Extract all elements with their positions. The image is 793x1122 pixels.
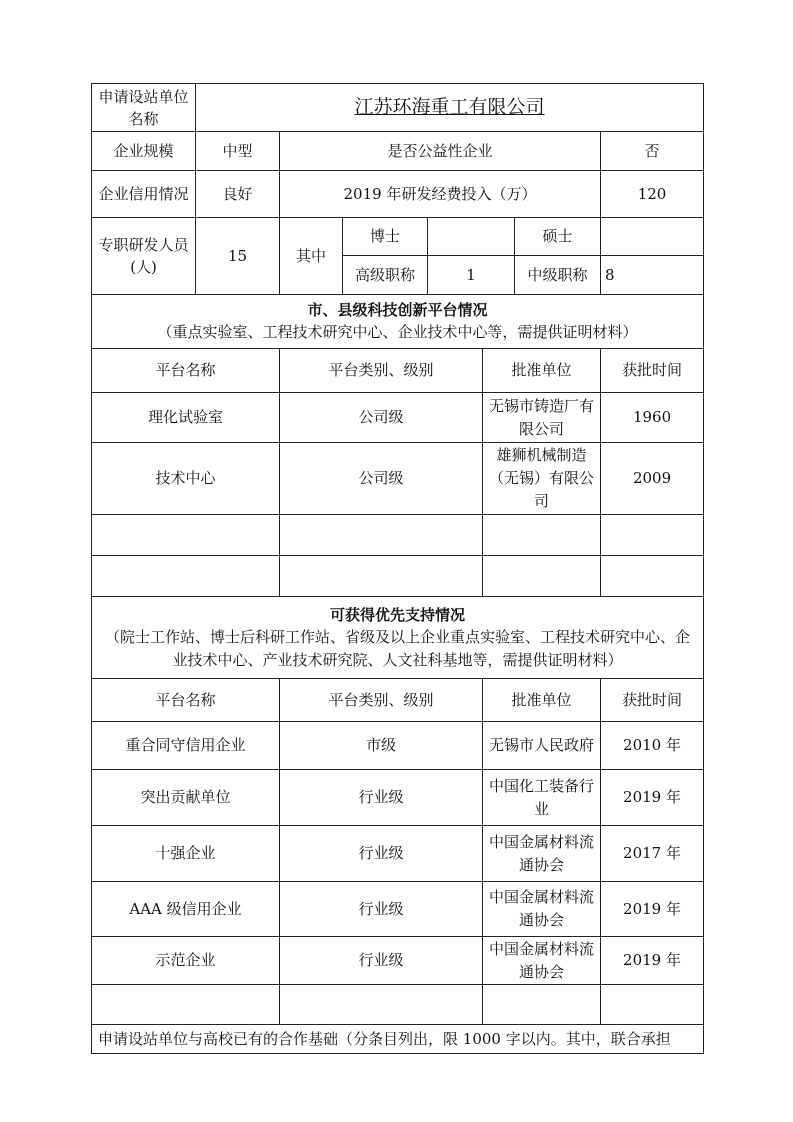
phd-value <box>428 218 515 256</box>
credit-row <box>92 171 704 218</box>
platform-approver: 雄狮机械制造（无锡）有限公司 <box>483 443 601 515</box>
table-row <box>92 393 704 443</box>
platform-type: 公司级 <box>280 443 483 515</box>
scale-row <box>92 132 704 171</box>
support-name: AAA 级信用企业 <box>92 882 280 937</box>
support-type: 行业级 <box>280 826 483 882</box>
section1-header <box>92 295 704 349</box>
applicant-label: 申请设站单位名称 <box>92 84 196 132</box>
support-time: 2019 年 <box>601 882 704 937</box>
platform-name: 技术中心 <box>92 443 280 515</box>
section2-title: 可获得优先支持情况 <box>330 605 466 624</box>
support-approver: 中国金属材料流通协会 <box>483 937 601 985</box>
company-name: 江苏环海重工有限公司 <box>196 84 704 132</box>
cooperation-row <box>92 1025 704 1054</box>
rd-investment-label: 2019 年研发经费投入（万） <box>280 171 601 218</box>
section1-col-approver: 批准单位 <box>483 349 601 393</box>
platform-name <box>92 556 280 597</box>
section2-subtitle: （院士工作站、博士后科研工作站、省级及以上企业重点实验室、工程技术研究中心、企业技术中心、产业技术研究院、人文社科基地等，需提供证明材料） <box>105 627 691 669</box>
support-time: 2017 年 <box>601 826 704 882</box>
support-approver: 中国化工装备行业 <box>483 770 601 826</box>
table-row <box>92 556 704 597</box>
support-name: 突出贡献单位 <box>92 770 280 826</box>
mid-title-value: 8 <box>601 256 704 295</box>
platform-name <box>92 515 280 556</box>
public-welfare-value: 否 <box>601 132 704 171</box>
section2-header <box>92 597 704 679</box>
section2-col-time: 获批时间 <box>601 679 704 722</box>
table-row <box>92 985 704 1025</box>
phd-label: 博士 <box>343 218 428 256</box>
support-name: 十强企业 <box>92 826 280 882</box>
support-time: 2019 年 <box>601 770 704 826</box>
platform-time <box>601 556 704 597</box>
section2-header-row <box>92 597 704 679</box>
section2-col-type: 平台类别、级别 <box>280 679 483 722</box>
support-name: 示范企业 <box>92 937 280 985</box>
public-welfare-label: 是否公益性企业 <box>280 132 601 171</box>
company-row <box>92 84 704 132</box>
senior-title-label: 高级职称 <box>343 256 428 295</box>
section2-col-name: 平台名称 <box>92 679 280 722</box>
support-type: 行业级 <box>280 937 483 985</box>
platform-time: 2009 <box>601 443 704 515</box>
support-time: 2019 年 <box>601 937 704 985</box>
section1-columns-row <box>92 349 704 393</box>
credit-label: 企业信用情况 <box>92 171 196 218</box>
support-time: 2010 年 <box>601 722 704 770</box>
section1-col-time: 获批时间 <box>601 349 704 393</box>
support-type: 行业级 <box>280 882 483 937</box>
section1-col-type: 平台类别、级别 <box>280 349 483 393</box>
support-name: 重合同守信用企业 <box>92 722 280 770</box>
support-approver: 无锡市人民政府 <box>483 722 601 770</box>
among-label: 其中 <box>280 218 343 295</box>
platform-approver <box>483 515 601 556</box>
platform-type <box>280 515 483 556</box>
staff-row <box>92 218 704 256</box>
table-row <box>92 882 704 937</box>
mid-title-label: 中级职称 <box>515 256 601 295</box>
support-time <box>601 985 704 1025</box>
section2-col-approver: 批准单位 <box>483 679 601 722</box>
support-type: 行业级 <box>280 770 483 826</box>
support-name <box>92 985 280 1025</box>
cooperation-basis-text: 申请设站单位与高校已有的合作基础（分条目列出，限 1000 字以内。其中，联合承担 <box>92 1025 704 1054</box>
credit-value: 良好 <box>196 171 280 218</box>
table-row <box>92 826 704 882</box>
section1-header-row <box>92 295 704 349</box>
scale-value: 中型 <box>196 132 280 171</box>
platform-approver <box>483 556 601 597</box>
section1-subtitle: （重点实验室、工程技术研究中心、企业技术中心等，需提供证明材料） <box>157 323 638 341</box>
platform-time: 1960 <box>601 393 704 443</box>
scale-label: 企业规模 <box>92 132 196 171</box>
platform-approver: 无锡市铸造厂有限公司 <box>483 393 601 443</box>
staff-label: 专职研发人员(人) <box>92 218 196 295</box>
table-row <box>92 770 704 826</box>
support-type <box>280 985 483 1025</box>
table-row <box>92 515 704 556</box>
platform-type: 公司级 <box>280 393 483 443</box>
support-approver <box>483 985 601 1025</box>
staff-value: 15 <box>196 218 280 295</box>
section1-title: 市、县级科技创新平台情况 <box>307 301 488 319</box>
master-value <box>601 218 704 256</box>
platform-name: 理化试验室 <box>92 393 280 443</box>
senior-title-value: 1 <box>428 256 515 295</box>
platform-type <box>280 556 483 597</box>
table-row <box>92 443 704 515</box>
master-label: 硕士 <box>515 218 601 256</box>
table-row <box>92 722 704 770</box>
support-type: 市级 <box>280 722 483 770</box>
support-approver: 中国金属材料流通协会 <box>483 882 601 937</box>
table-row <box>92 937 704 985</box>
form-table <box>91 83 704 1054</box>
platform-time <box>601 515 704 556</box>
section1-col-name: 平台名称 <box>92 349 280 393</box>
rd-investment-value: 120 <box>601 171 704 218</box>
support-approver: 中国金属材料流通协会 <box>483 826 601 882</box>
section2-columns-row <box>92 679 704 722</box>
application-form <box>91 83 703 1054</box>
